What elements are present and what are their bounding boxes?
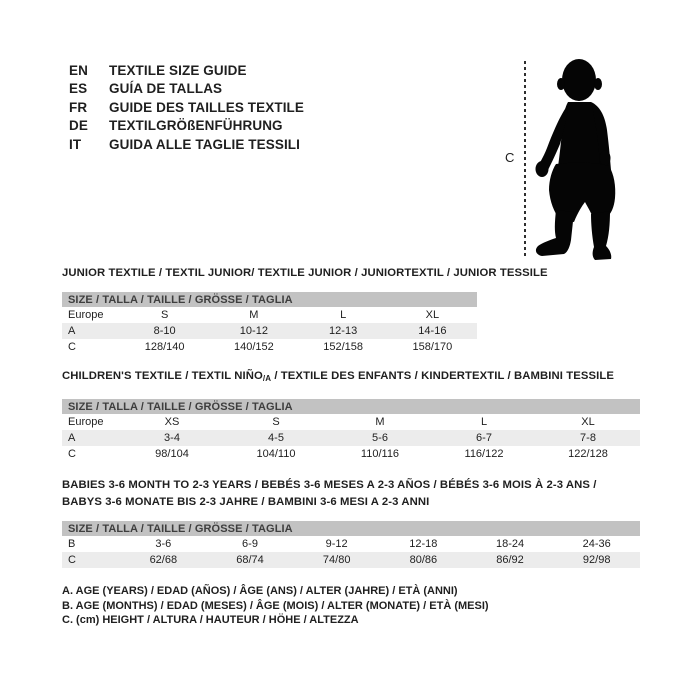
- language-item: [69, 117, 304, 136]
- row-label: C: [68, 448, 76, 460]
- table-row-age-years: [62, 323, 477, 339]
- table-row-europe: [62, 307, 477, 323]
- table-row-height-cm: [62, 552, 640, 568]
- babies-title-line2: BABYS 3-6 MONATE BIS 2-3 JAHRE / BAMBINI 3-6 MESI A 2-3 ANNI: [62, 496, 430, 508]
- babies-title-line1: BABIES 3-6 MONTH TO 2-3 YEARS / BEBÉS 3-6 MESES A 2-3 AÑOS / BÉBÉS 3-6 MOIS À 2-3 ANS /: [62, 479, 597, 491]
- junior-size-table: [62, 292, 477, 355]
- language-title-list: [69, 61, 304, 154]
- babies-section-title: [62, 477, 597, 511]
- age-cell: 4-5: [268, 432, 284, 444]
- legend-note-b: B. AGE (MONTHS) / EDAD (MESES) / ÂGE (MOIS) / ALTER (MONATE) / ETÀ (MESI): [62, 599, 489, 612]
- size-cell: M: [249, 309, 259, 321]
- table-row-height-cm: [62, 446, 640, 462]
- language-title: TEXTILGRÖßENFÜHRUNG: [109, 118, 283, 134]
- size-header-band: SIZE / TALLA / TAILLE / GRÖSSE / TAGLIA: [62, 521, 640, 536]
- row-label: C: [68, 554, 76, 566]
- language-title: GUIDA ALLE TAGLIE TESSILI: [109, 136, 300, 152]
- row-label: Europe: [68, 309, 104, 321]
- language-code: ES: [69, 81, 88, 97]
- height-measure-label: C: [505, 150, 515, 165]
- age-cell: 3-4: [164, 432, 180, 444]
- size-cell: XS: [164, 416, 180, 428]
- size-cell: L: [480, 416, 488, 428]
- language-code: EN: [69, 62, 88, 78]
- height-cell: 104/110: [256, 448, 296, 460]
- height-cell: 152/158: [323, 341, 363, 353]
- children-title-subscript: /A: [262, 374, 272, 383]
- language-title: TEXTILE SIZE GUIDE: [109, 62, 247, 78]
- height-cell: 122/128: [568, 448, 608, 460]
- row-label: B: [68, 538, 76, 550]
- language-item: [69, 98, 304, 117]
- table-row-age-months: [62, 536, 640, 552]
- legend-notes: [62, 584, 489, 628]
- size-header-band: SIZE / TALLA / TAILLE / GRÖSSE / TAGLIA: [62, 292, 477, 307]
- height-cell: 128/140: [144, 341, 185, 353]
- size-cell: L: [340, 309, 347, 321]
- row-label: C: [68, 341, 76, 353]
- height-cell: 140/152: [233, 341, 274, 353]
- age-cell: 12-18: [409, 538, 438, 550]
- height-cell: 74/80: [322, 554, 351, 566]
- legend-note-a: A. AGE (YEARS) / EDAD (AÑOS) / ÂGE (ANS) / ALTER (JAHRE) / ETÀ (ANNI): [62, 585, 458, 597]
- age-cell: 12-13: [329, 325, 358, 337]
- height-cell: 92/98: [582, 554, 611, 566]
- children-section-title: [62, 370, 614, 383]
- size-cell: S: [160, 309, 169, 321]
- size-header-band: SIZE / TALLA / TAILLE / GRÖSSE / TAGLIA: [62, 399, 640, 414]
- size-cell: XL: [581, 416, 595, 428]
- age-cell: 5-6: [372, 432, 388, 444]
- height-cell: 62/68: [149, 554, 178, 566]
- language-code: FR: [69, 99, 88, 115]
- babies-size-table: [62, 521, 640, 568]
- size-cell: M: [375, 416, 385, 428]
- height-cell: 80/86: [409, 554, 438, 566]
- language-code: IT: [69, 136, 82, 152]
- row-label: A: [68, 325, 76, 337]
- height-cell: 98/104: [155, 448, 189, 460]
- table-row-height-cm: [62, 339, 477, 355]
- size-cell: XL: [425, 309, 440, 321]
- age-cell: 9-12: [325, 538, 348, 550]
- age-cell: 6-9: [242, 538, 258, 550]
- height-cell: 158/170: [412, 341, 453, 353]
- age-cell: 14-16: [418, 325, 447, 337]
- language-title: GUÍA DE TALLAS: [109, 81, 223, 97]
- age-cell: 18-24: [495, 538, 525, 550]
- language-title: GUIDE DES TAILLES TEXTILE: [109, 99, 305, 115]
- age-cell: 6-7: [476, 432, 492, 444]
- children-title-text: / TEXTILE DES ENFANTS / KINDERTEXTIL / BAMBINI TESSILE: [271, 370, 615, 382]
- age-cell: 7-8: [580, 432, 596, 444]
- height-cell: 86/92: [496, 554, 524, 566]
- height-cell: 110/116: [360, 448, 400, 460]
- baby-silhouette-image: [534, 54, 628, 264]
- height-cell: 68/74: [236, 554, 264, 566]
- table-row-age-years: [62, 430, 640, 446]
- language-code: DE: [69, 118, 88, 134]
- table-row-europe: [62, 414, 640, 430]
- size-cell: S: [272, 416, 280, 428]
- age-cell: 24-36: [582, 538, 611, 550]
- age-cell: 10-12: [239, 325, 268, 337]
- height-measure-dashed-line: [524, 61, 526, 258]
- height-cell: 116/122: [464, 448, 504, 460]
- language-item: [69, 135, 304, 154]
- children-title-text: CHILDREN'S TEXTILE / TEXTIL NIÑO: [62, 370, 263, 382]
- legend-note-c: C. (cm) HEIGHT / ALTURA / HAUTEUR / HÖHE / ALTEZZA: [62, 614, 359, 626]
- age-cell: 8-10: [153, 325, 176, 337]
- row-label: Europe: [68, 416, 104, 428]
- junior-section-title: JUNIOR TEXTILE / TEXTIL JUNIOR/ TEXTILE JUNIOR / JUNIORTEXTIL / JUNIOR TESSILE: [62, 267, 548, 279]
- age-cell: 3-6: [155, 538, 172, 550]
- language-item: [69, 61, 304, 80]
- language-item: [69, 80, 304, 99]
- row-label: A: [68, 432, 76, 444]
- children-size-table: [62, 399, 640, 462]
